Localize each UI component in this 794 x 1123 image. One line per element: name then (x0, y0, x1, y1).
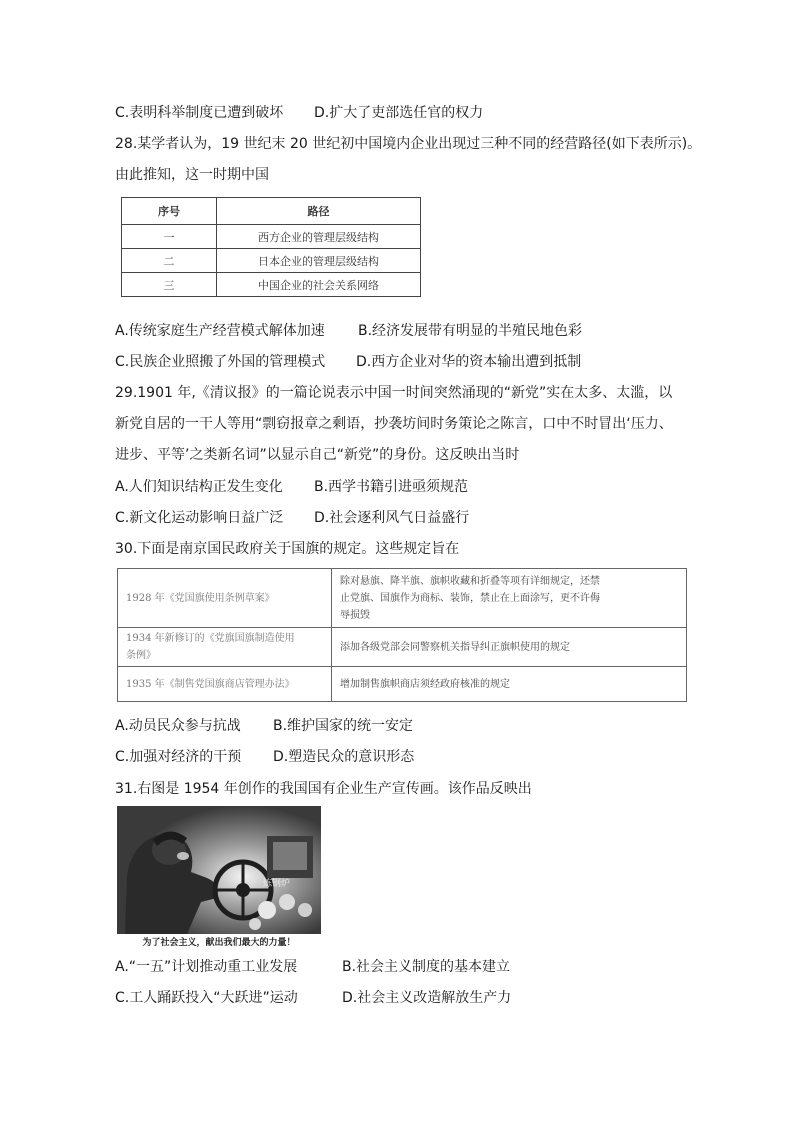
q31-option-c: C.工人踊跃投入“大跃进”运动 (115, 990, 298, 1006)
q28-stem-line2: 由此推知，这一时期中国 (115, 167, 269, 183)
q30-flag-rules-table (117, 568, 687, 702)
q28-header-index: 序号 (122, 198, 217, 225)
table-cell (332, 569, 687, 628)
q29-option-d: D.社会逐利风气日益盛行 (314, 510, 470, 526)
table-row (118, 628, 687, 667)
q29-stem-line1: 29.1901 年,《清议报》的一篇论说表示中国一时间突然涌现的“新党”实在太多、太滥，以 (115, 385, 673, 401)
rule-text-line: 增加制售旗帜商店须经政府核准的规定 (340, 678, 510, 690)
q27-option-c: C.表明科举制度已遭到破坏 (115, 105, 284, 121)
table-cell: 西方企业的管理层级结构 (217, 225, 421, 249)
q28-option-c: C.民族企业照搬了外国的管理模式 (115, 354, 326, 370)
q27-option-d: D.扩大了吏部选任官的权力 (314, 105, 484, 121)
table-row (122, 273, 421, 297)
table-cell: 日本企业的管理层级结构 (217, 249, 421, 273)
q29-stem-line3: 进步、平等’之类新名词”以显示自己“新党”的身份。这反映出当时 (115, 447, 520, 463)
q30-option-d: D.塑造民众的意识形态 (273, 749, 415, 765)
q29-option-a: A.人们知识结构正发生变化 (115, 479, 283, 495)
q28-table-header-row (122, 198, 421, 225)
poster-caption: 为了社会主义，献出我们最大的力量！ (142, 938, 296, 948)
rule-text-line: 止党旗、国旗作为商标、装饰，禁止在上面涂写，更不许侮 (340, 592, 600, 604)
q30-option-a: A.动员民众参与抗战 (115, 718, 241, 734)
q31-option-d: D.社会主义改造解放生产力 (342, 990, 512, 1006)
law-name-line: 条例》 (126, 650, 156, 661)
table-row (122, 225, 421, 249)
table-row (118, 569, 687, 628)
rule-text-line: 添加各级党部会同警察机关指导纠正旗帜使用的规定 (340, 641, 570, 653)
table-row (118, 667, 687, 702)
law-name: 1928 年《党国旗使用条例草案》 (126, 592, 275, 604)
poster-illustration (117, 806, 321, 950)
table-cell: 三 (122, 273, 217, 297)
q30-option-b: B.维护国家的统一安定 (273, 718, 414, 734)
q30-option-c: C.加强对经济的干预 (115, 749, 242, 765)
table-cell (118, 628, 332, 667)
q28-option-a: A.传统家庭生产经营模式解体加速 (115, 323, 325, 339)
q28-path-table (121, 197, 421, 297)
q29-option-c: C.新文化运动影响日益广泛 (115, 510, 284, 526)
table-cell: 中国企业的社会关系网络 (217, 273, 421, 297)
q29-stem-line2: 新党自居的一干人等用“剽窃报章之剩语，抄袭坊间时务策论之陈言，口中不时冒出‘压力、 (115, 416, 673, 432)
q29-option-b: B.西学书籍引进亟须规范 (314, 479, 469, 495)
table-cell (118, 569, 332, 628)
poster-furnace-label: 炼钢炉 (263, 879, 291, 889)
q28-option-d: D.西方企业对华的资本输出遭到抵制 (356, 354, 582, 370)
q31-option-b: B.社会主义制度的基本建立 (342, 959, 511, 975)
table-cell: 二 (122, 249, 217, 273)
table-cell (118, 667, 332, 702)
q28-stem-line1: 28.某学者认为，19 世纪末 20 世纪初中国境内企业出现过三种不同的经营路径(如下表所示)。 (115, 136, 702, 152)
law-name-line: 1934 年新修订的《党旗国旗制造使用 (126, 633, 295, 644)
q31-option-a: A.“一五”计划推动重工业发展 (115, 959, 298, 975)
law-name: 1935 年《制售党国旗商店管理办法》 (126, 678, 295, 690)
rule-text-line: 辱损毁 (340, 609, 370, 621)
q30-stem: 30.下面是南京国民政府关于国旗的规定。这些规定旨在 (115, 541, 460, 557)
table-cell (332, 628, 687, 667)
table-row (122, 249, 421, 273)
table-cell (332, 667, 687, 702)
propaganda-poster-image (117, 806, 321, 950)
rule-text-line: 除对悬旗、降半旗、旗帜收藏和折叠等项有详细规定，还禁 (340, 575, 600, 587)
q31-stem: 31.右图是 1954 年创作的我国国有企业生产宣传画。该作品反映出 (115, 781, 532, 797)
q28-option-b: B.经济发展带有明显的半殖民地色彩 (358, 323, 583, 339)
table-cell: 一 (122, 225, 217, 249)
q28-header-path: 路径 (217, 198, 421, 225)
